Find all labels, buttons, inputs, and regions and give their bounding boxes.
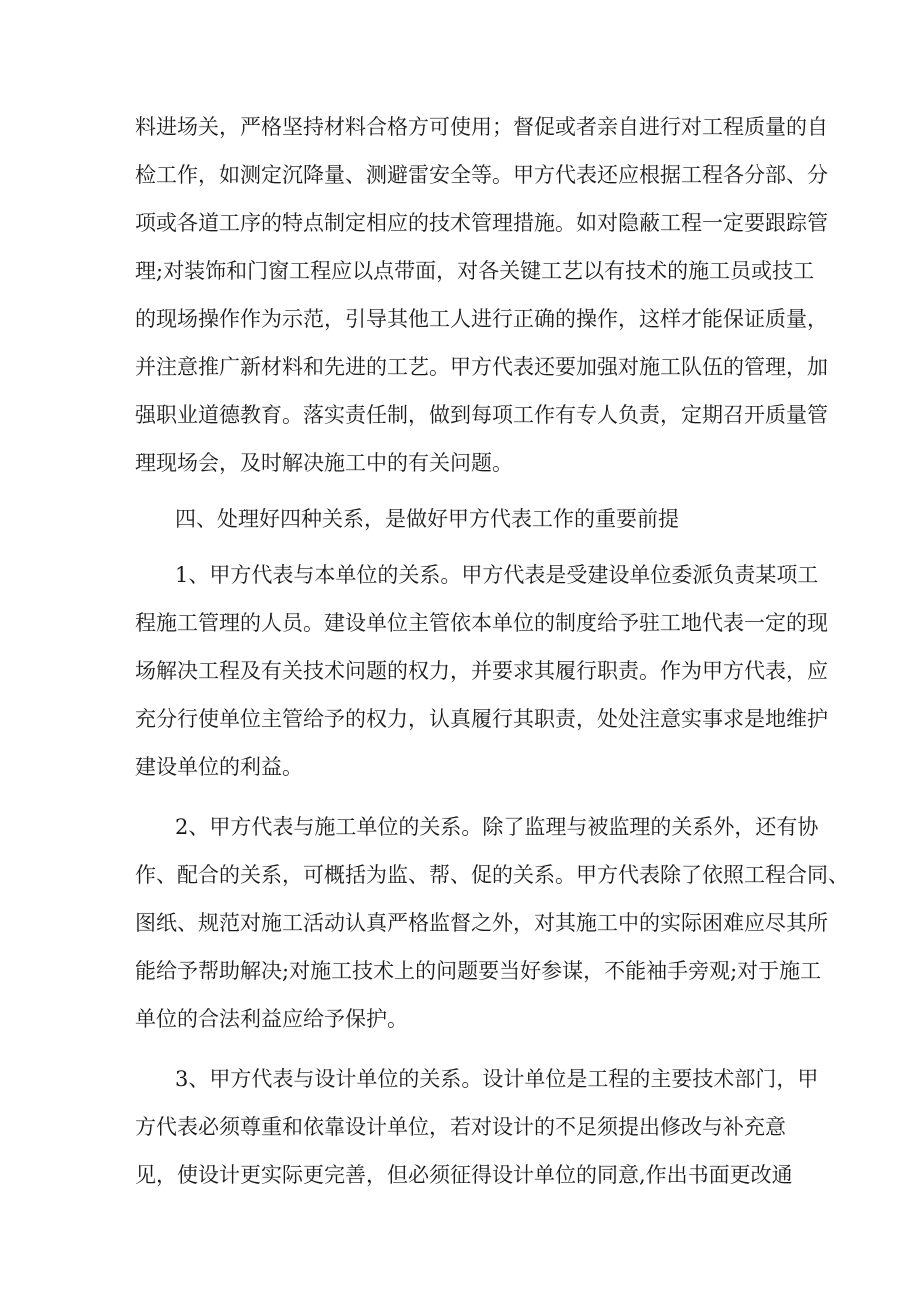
section-heading: 四、处理好四种关系，是做好甲方代表工作的重要前提 — [175, 507, 679, 531]
paragraph-line: 程施工管理的人员。建设单位主管依本单位的制度给予驻工地代表一定的现 — [135, 611, 828, 635]
paragraph-line: 3、甲方代表与设计单位的关系。设计单位是工程的主要技术部门，甲 — [175, 1067, 819, 1091]
paragraph-line: 图纸、规范对施工活动认真严格监督之外，对其施工中的实际困难应尽其所 — [135, 911, 828, 935]
paragraph-line: 充分行使单位主管给予的权力，认真履行其职责，处处注意实事求是地维护 — [135, 707, 828, 731]
paragraph-line: 建设单位的利益。 — [135, 755, 303, 779]
paragraph-line: 方代表必须尊重和依靠设计单位，若对设计的不足须提出修改与补充意 — [135, 1115, 786, 1139]
paragraph-line: 1、甲方代表与本单位的关系。甲方代表是受建设单位委派负责某项工 — [175, 563, 819, 587]
paragraph-line: 2、甲方代表与施工单位的关系。除了监理与被监理的关系外，还有协 — [175, 815, 819, 839]
paragraph-line: 单位的合法利益应给予保护。 — [135, 1007, 408, 1031]
paragraph-line: 理;对装饰和门窗工程应以点带面，对各关键工艺以有技术的施工员或技工 — [135, 259, 815, 283]
paragraph-line: 并注意推广新材料和先进的工艺。甲方代表还要加强对施工队伍的管理，加 — [135, 355, 828, 379]
paragraph-line: 见，使设计更实际更完善，但必须征得设计单位的同意,作出书面更改通 — [135, 1163, 793, 1187]
paragraph-line: 能给予帮助解决;对施工技术上的问题要当好参谋，不能袖手旁观;对于施工 — [135, 959, 822, 983]
paragraph-line: 检工作，如测定沉降量、测避雷安全等。甲方代表还应根据工程各分部、分 — [135, 163, 828, 187]
paragraph-line: 作、配合的关系，可概括为监、帮、促的关系。甲方代表除了依照工程合同、 — [135, 863, 849, 887]
paragraph-line: 项或各道工序的特点制定相应的技术管理措施。如对隐蔽工程一定要跟踪管 — [135, 211, 828, 235]
paragraph-line: 场解决工程及有关技术问题的权力，并要求其履行职责。作为甲方代表，应 — [135, 659, 828, 683]
paragraph-line: 强职业道德教育。落实责任制，做到每项工作有专人负责，定期召开质量管 — [135, 403, 828, 427]
paragraph-line: 料进场关，严格坚持材料合格方可使用；督促或者亲自进行对工程质量的自 — [135, 115, 828, 139]
paragraph-line: 理现场会，及时解决施工中的有关问题。 — [135, 451, 513, 475]
paragraph-line: 的现场操作作为示范，引导其他工人进行正确的操作，这样才能保证质量， — [135, 307, 828, 331]
